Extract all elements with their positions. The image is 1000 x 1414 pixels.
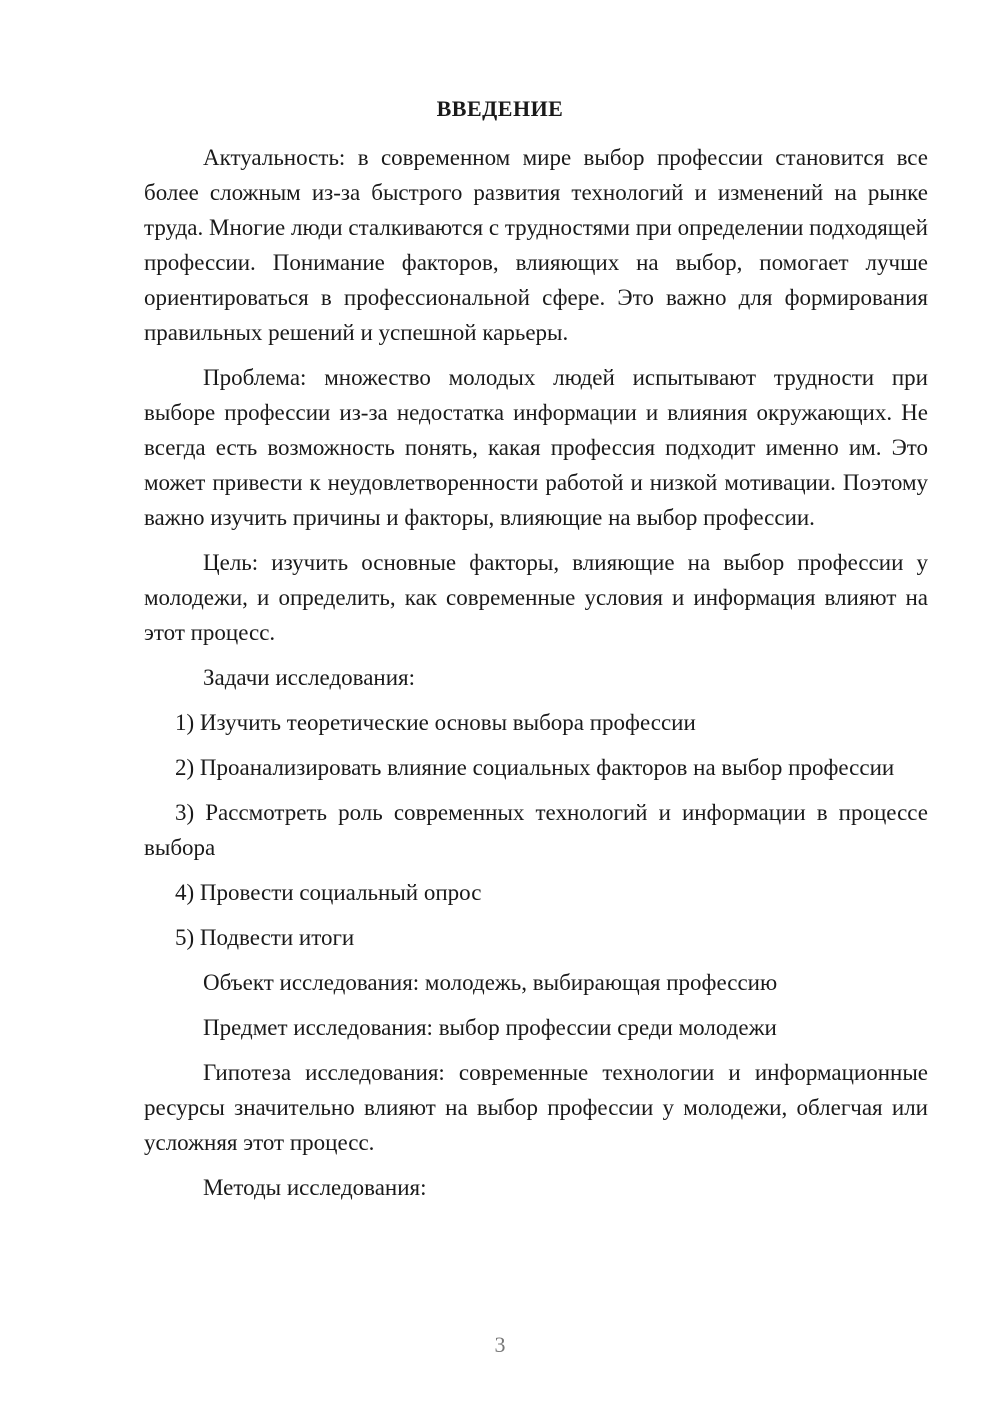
section-title: ВВЕДЕНИЕ — [436, 96, 564, 121]
paragraph-relevance: Актуальность: в современном мире выбор профессии становится все более сложным из-за быстрого развития технологий и изменений на рынке труда. Многие люди сталкиваются с трудностями при определении подходящей профессии. Понимание факторов, влияющих на выбор, помогает лучше ориентироваться в профессиональной сфере. Это важно для формирования правильных решений и успешной карьеры. — [144, 145, 928, 345]
paragraph-object: Объект исследования: молодежь, выбирающая профессию — [203, 970, 778, 995]
task-item-4: 4) Провести социальный опрос — [175, 880, 482, 905]
paragraph-tasks-heading: Задачи исследования: — [203, 665, 416, 690]
paragraph-methods: Методы исследования: — [203, 1175, 427, 1200]
document-body — [144, 140, 928, 1215]
page-number: 3 — [494, 1332, 506, 1357]
task-item-1: 1) Изучить теоретические основы выбора профессии — [175, 710, 696, 735]
task-item-5: 5) Подвести итоги — [175, 925, 355, 950]
task-item-2: 2) Проанализировать влияние социальных факторов на выбор профессии — [175, 755, 895, 780]
paragraph-problem: Проблема: множество молодых людей испытывают трудности при выборе профессии из-за недостатка информации и влияния окружающих. Не всегда есть возможность понять, какая профессия подходит именно им. Это может привести к неудовлетворенности работой и низкой мотивации. Поэтому важно изучить причины и факторы, влияющие на выбор профессии. — [144, 365, 928, 530]
paragraph-subject: Предмет исследования: выбор профессии среди молодежи — [203, 1015, 777, 1040]
paragraph-goal: Цель: изучить основные факторы, влияющие на выбор профессии у молодежи, и определить, как современные условия и информация влияют на этот процесс. — [144, 550, 928, 645]
paragraph-hypothesis: Гипотеза исследования: современные технологии и информационные ресурсы значительно влияют на выбор профессии у молодежи, облегчая или усложняя этот процесс. — [144, 1060, 928, 1155]
task-item-3: 3) Рассмотреть роль современных технологий и информации в процессе выбора — [144, 800, 928, 860]
